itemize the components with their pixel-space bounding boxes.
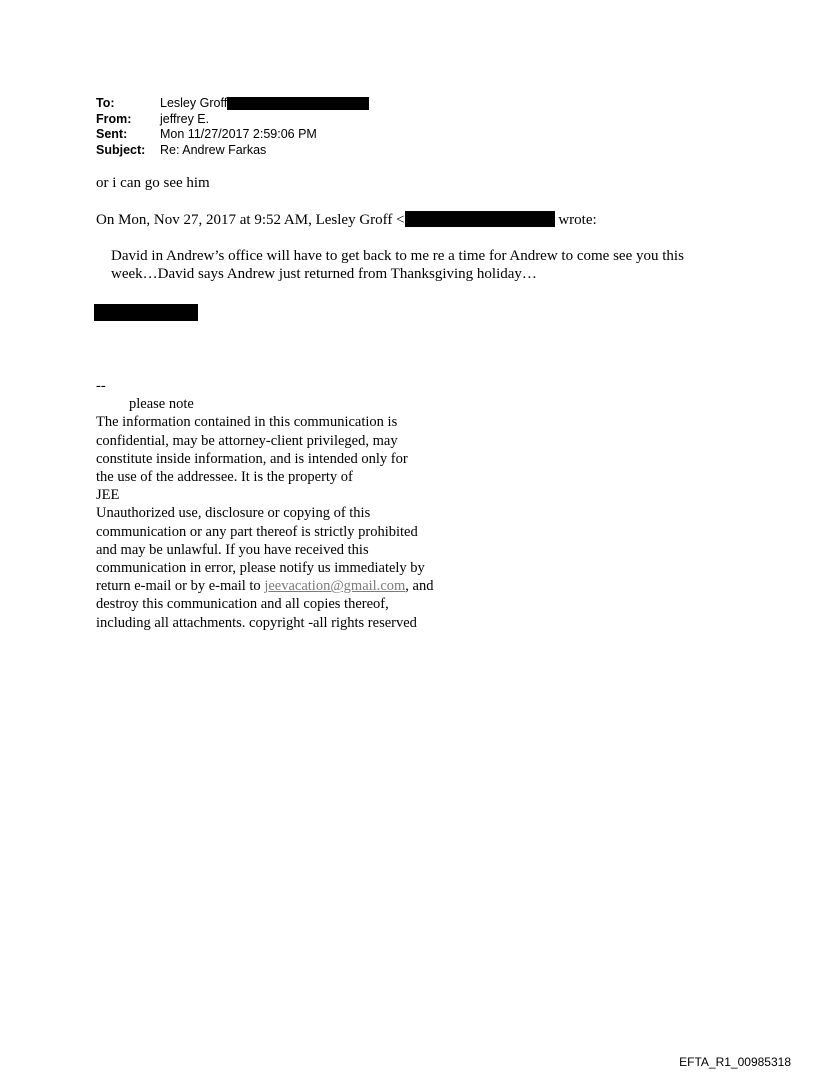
disclaimer-line: communication or any part thereof is strictly prohibited: [96, 523, 418, 540]
please-note-line: please note: [129, 396, 194, 413]
from-label: From:: [96, 111, 132, 126]
disclaimer-line: The information contained in this communication is: [96, 414, 398, 431]
disclaimer-line: confidential, may be attorney-client privileged, may: [96, 432, 398, 449]
disclaimer-line: the use of the addressee. It is the property of: [96, 469, 353, 486]
redaction-box: [405, 211, 555, 227]
sent-row: [96, 127, 369, 143]
document-id: EFTA_R1_00985318: [679, 1055, 791, 1069]
quoted-message: David in Andrew’s office will have to get back to me re a time for Andrew to come see you this week…David says Andrew just returned from Thanksgiving holiday…: [111, 248, 684, 282]
disclaimer-line: Unauthorized use, disclosure or copying of this: [96, 505, 371, 522]
subject-label: Subject:: [96, 142, 146, 157]
to-row: [96, 96, 369, 112]
subject-value: Re: Andrew Farkas: [160, 142, 267, 157]
reply-text: or i can go see him: [96, 175, 210, 191]
from-row: [96, 112, 369, 128]
signature-separator: --: [96, 378, 106, 394]
subject-row: [96, 143, 369, 159]
disclaimer-email-line: [96, 577, 496, 595]
email-line-suffix: , and: [405, 578, 434, 595]
email-link[interactable]: jeevacation@gmail.com: [264, 578, 406, 595]
quote-intro-prefix: On Mon, Nov 27, 2017 at 9:52 AM, Lesley Groff <: [96, 212, 405, 228]
quote-intro: [96, 211, 597, 229]
to-value: Lesley Groff: [160, 96, 228, 110]
signature-disclaimer: [96, 377, 496, 632]
sent-label: Sent:: [96, 127, 128, 141]
disclaimer-line: JEE: [96, 487, 120, 504]
from-value: jeffrey E.: [160, 111, 210, 126]
disclaimer-line: including all attachments. copyright -all rights reserved: [96, 614, 417, 631]
redaction-box: [227, 97, 369, 110]
disclaimer-line: destroy this communication and all copies thereof,: [96, 596, 389, 613]
sent-value: Mon 11/27/2017 2:59:06 PM: [160, 127, 317, 141]
disclaimer-line: and may be unlawful. If you have received this: [96, 541, 369, 558]
email-header: [96, 96, 369, 158]
disclaimer-line: constitute inside information, and is intended only for: [96, 450, 408, 467]
email-line-prefix: return e-mail or by e-mail to: [96, 578, 265, 595]
quote-intro-suffix: wrote:: [558, 212, 597, 228]
to-label: To:: [96, 96, 115, 110]
disclaimer-line: communication in error, please notify us immediately by: [96, 560, 425, 577]
redaction-box: [94, 304, 198, 321]
